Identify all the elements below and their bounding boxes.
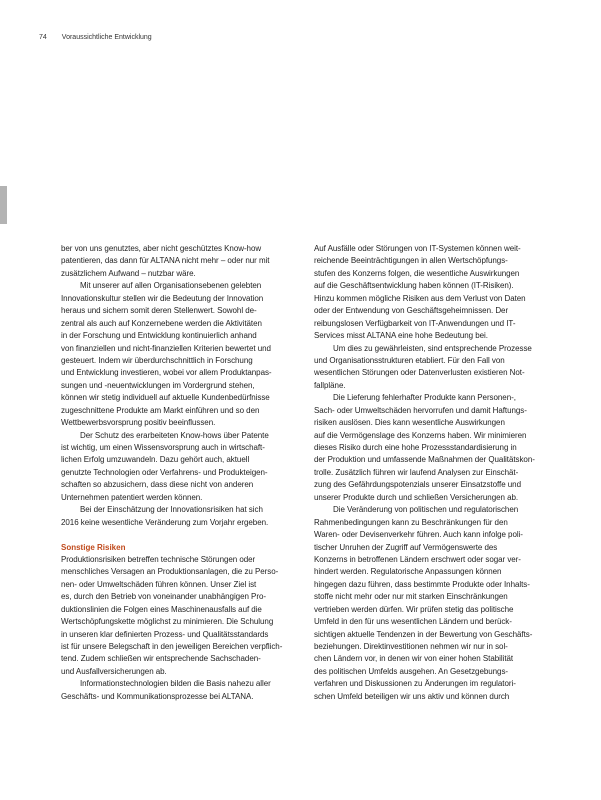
text-line: nen- oder Umweltschäden führen können. Unser Ziel ist [61, 579, 257, 589]
text-line: chen Ländern vor, in denen wir von einer hohen Stabilität [314, 654, 514, 664]
text-line: der Produktion und umfassende Maßnahmen der Qualitätskon- [314, 455, 535, 465]
text-line: es, durch den Betrieb von voneinander unabhängigen Pro- [61, 592, 266, 602]
text-column-left [61, 243, 297, 703]
text-line: und Entwicklung investieren, wobei vor allem Produktanpas- [61, 368, 272, 378]
text-line: patentieren, das dann für ALTANA nicht mehr – oder nur mit [61, 256, 270, 266]
text-line: 2016 keine wesentliche Veränderung zum Vorjahr ergeben. [61, 517, 269, 527]
text-line: von finanziellen und nicht-finanziellen Kriterien bewertet und [61, 343, 271, 353]
text-line: heraus und sichern somit deren Stellenwert. Sowohl de- [61, 306, 257, 316]
text-line: menschliches Versagen an Produktionsanlagen, die zu Perso- [61, 567, 279, 577]
text-line: gesteuert. Indem wir überdurchschnittlich in Forschung [61, 355, 253, 365]
text-line: und Ausfallversicherungen ab. [61, 666, 167, 676]
text-line: Informationstechnologien bilden die Basis nahezu aller [80, 679, 271, 689]
text-line: tischer Unruhen der Zugriff auf Vermögenswerte des [314, 542, 498, 552]
text-line: Mit unserer auf allen Organisationsebenen gelebten [80, 281, 262, 291]
text-line: duktionslinien die Folgen eines Maschinenausfalls auf die [61, 604, 262, 614]
text-line: vertrieben werden dürfen. Wir prüfen stetig das politische [314, 604, 514, 614]
text-line: genutzte Technologien oder Verfahrens- und Produkteigen- [61, 467, 268, 477]
text-line: Wertschöpfungskette möglichst zu minimieren. Die Schulung [61, 617, 274, 627]
text-line: Um dies zu gewährleisten, sind entsprechende Prozesse [333, 343, 532, 353]
section-heading: Sonstige Risiken [61, 542, 126, 552]
text-line: schaften so abzusichern, dass diese nicht von anderen [61, 480, 254, 490]
text-line: risiken auslösen. Dies kann wesentliche Auswirkungen [314, 418, 505, 428]
text-line: hingegen dazu führen, dass bestimmte Produkte oder Inhalts- [314, 579, 530, 589]
text-line: ist für unsere Belegschaft in den jeweiligen Bereichen verpflich- [61, 642, 283, 651]
text-line: auf die Vermögenslage des Konzerns haben. Wir minimieren [314, 430, 527, 440]
text-line: Bei der Einschätzung der Innovationsrisiken hat sich [80, 505, 263, 515]
text-line: in der Forschung und Entwicklung kontinuierlich anhand [61, 331, 257, 341]
text-line: reichende Beeinträchtigungen in allen Wertschöpfungs- [314, 256, 508, 266]
text-line: Wettbewerbsvorsprung positiv beeinflussen. [61, 418, 216, 428]
text-line: dieses Risiko durch eine hohe Prozessstandardisierung in [314, 443, 517, 452]
text-line: Unternehmen patentiert werden können. [61, 492, 203, 502]
text-line: fallpläne. [314, 380, 346, 390]
text-line: zusätzlichem Aufwand – nutzbar wäre. [61, 268, 196, 278]
text-line: Sach- oder Umweltschäden hervorrufen und damit Haftungs- [314, 405, 527, 415]
page-number: 74 [39, 34, 47, 41]
text-line: zugeschnittene Produkte am Markt einführen und so den [61, 405, 260, 415]
text-line: reibungslosen Verfügbarkeit von IT-Anwendungen und IT- [314, 318, 516, 328]
text-line: und Organisationsstrukturen etabliert. Für den Fall von [314, 355, 505, 365]
text-line: Hinzu kommen mögliche Risiken aus dem Verlust von Daten [314, 293, 526, 303]
text-line: stoffe nicht mehr oder nur mit starken Einschränkungen [314, 592, 508, 602]
text-line: des politischen Umfelds ausgehen. An Gesetzgebungs- [314, 666, 509, 676]
text-line: zung des Gefährdungspotenzials unserer Einsatzstoffe und [314, 480, 521, 490]
text-column-right [314, 243, 550, 703]
text-line: sichtigen aktuelle Tendenzen in der Bewertung von Geschäfts- [314, 629, 533, 639]
text-line: Innovationskultur stellen wir die Bedeutung der Innovation [61, 293, 264, 303]
running-header [39, 34, 152, 41]
text-line: verfahren und Diskussionen zu Änderungen im regulatori- [314, 679, 516, 689]
text-line: Waren- oder Devisenverkehr führen. Auch kann infolge poli- [314, 530, 523, 540]
text-line: Der Schutz des erarbeiteten Know-hows über Patente [80, 430, 269, 440]
text-line: sungen und -neuentwicklungen im Vordergrund stehen, [61, 380, 255, 390]
text-line: ist wichtig, um einen Wissensvorsprung auch in wirtschaft- [61, 443, 265, 452]
text-line: hindert werden. Regulatorische Anpassungen können [314, 567, 502, 577]
text-line: ber von uns genutztes, aber nicht geschütztes Know-how [61, 244, 262, 253]
text-line: Rahmenbedingungen kann zu Beschränkungen für den [314, 517, 508, 527]
text-line: beziehungen. Direktinvestitionen nehmen wir nur in sol- [314, 642, 508, 651]
text-line: Produktionsrisiken betreffen technische Störungen oder [61, 554, 256, 564]
text-line: Umfeld in den für uns wesentlichen Ländern und berück- [314, 617, 512, 627]
text-line: wesentlichen Störungen oder Datenverlusten existieren Not- [314, 368, 525, 378]
text-line: Konzerns in betroffenen Ländern erschwert oder sogar ver- [314, 554, 521, 564]
text-line: zentral als auch auf Konzernebene werden die Aktivitäten [61, 318, 262, 328]
text-line: oder der Entwendung von Geschäftsgeheimnissen. Der [314, 306, 509, 316]
text-line: Geschäfts- und Kommunikationsprozesse bei ALTANA. [61, 691, 254, 701]
text-line: stufen des Konzerns folgen, die wesentliche Auswirkungen [314, 268, 520, 278]
section-title: Voraussichtliche Entwicklung [61, 34, 152, 41]
text-line: trolle. Zusätzlich führen wir laufend Analysen zur Einschät- [314, 467, 519, 477]
text-line: in unseren klar definierten Prozess- und Qualitätsstandards [61, 629, 269, 639]
text-line: schen Umfeld beteiligen wir uns aktiv und können durch [314, 691, 510, 701]
text-line: Auf Ausfälle oder Störungen von IT-Systemen können weit- [314, 244, 521, 253]
text-line: Die Veränderung von politischen und regulatorischen [333, 505, 519, 515]
text-line: lichen Erfolg umzuwandeln. Dazu gehört auch, aktuell [61, 455, 250, 465]
text-line: Die Lieferung fehlerhafter Produkte kann Personen-, [333, 393, 516, 403]
text-line: unserer Produkte durch und schließen Versicherungen ab. [314, 492, 519, 502]
text-line: Services misst ALTANA eine hohe Bedeutung bei. [314, 331, 488, 341]
text-line: auf die Geschäftsentwicklung haben können (IT-Risiken). [314, 281, 514, 291]
section-marker-tab [0, 186, 7, 224]
text-line [61, 529, 297, 541]
text-line: tend. Zudem schließen wir entsprechende Sachschaden- [61, 654, 261, 664]
text-line: können wir stetig individuell auf aktuelle Kundenbedürfnisse [61, 393, 270, 403]
